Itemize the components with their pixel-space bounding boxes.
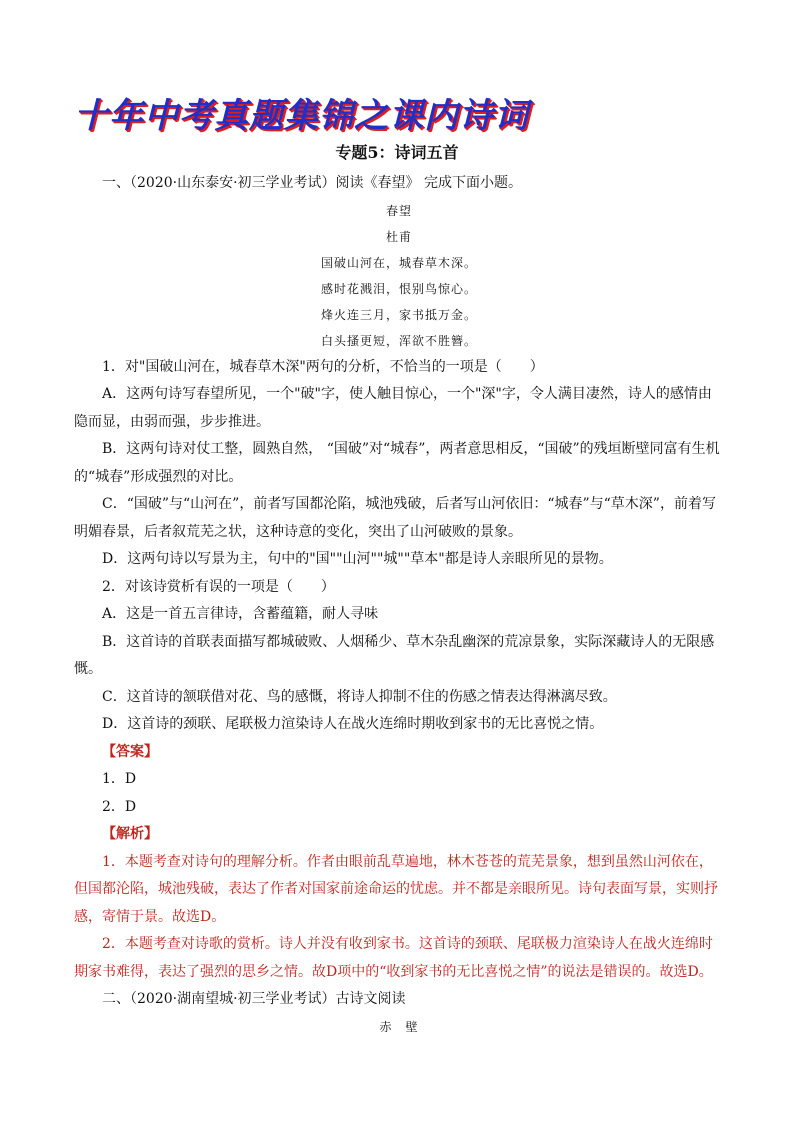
- question-1-stem: 1．对"国破山河在，城春草木深"两句的分析，不恰当的一项是（ ）: [102, 358, 544, 375]
- analysis-1: 1．本题考查对诗句的理解分析。作者由眼前乱草遍地，林木苍苍的荒芜景象，想到虽然山河依在，但国都沦陷，城池残破，表达了作者对国家前途命运的忧虑。并不都是亲眼所见。诗句表面写景，实则抒感，寄情于景。故选D。: [74, 853, 718, 925]
- question-2-option-b: B．这首诗的首联表面描写都城破败、人烟稀少、草木杂乱幽深的荒凉景象，实际深藏诗人的无限感慨。: [74, 633, 715, 677]
- question-group-1-intro: 一、（2020·山东泰安·初三学业考试）阅读《春望》 完成下面小题。: [102, 175, 522, 191]
- poem-author: 杜甫: [385, 229, 412, 244]
- poem-line: 烽火连三月，家书抵万金。: [320, 307, 477, 322]
- question-group-2-intro: 二、（2020·湖南望城·初三学业考试）古诗文阅读: [102, 991, 406, 1007]
- question-1-option-c: C．“国破”与“山河在”，前者写国都沦陷，城池残破，后者写山河依旧：“城春”与“草木深”，前着写明媚春景，后者叙荒芜之状，这种诗意的变化，突出了山河破败的景象。: [74, 496, 716, 540]
- answer-1: 1．D: [102, 771, 137, 787]
- question-1-option-a: A．这两句诗写春望所见，一个"破"字，使人触目惊心，一个"深"字，令人满目凄然，诗人的感情由隐而显，由弱而强，步步推进。: [74, 386, 712, 430]
- poem-line: 国破山河在，城春草木深。: [320, 255, 477, 270]
- answer-label: 【答案】: [102, 743, 158, 760]
- poem-title: 春望: [385, 203, 412, 218]
- poem-line: 感时花溅泪，恨别鸟惊心。: [320, 281, 477, 296]
- question-2-stem: 2．对该诗赏析有误的一项是（ ）: [102, 578, 335, 595]
- answer-2: 2．D: [102, 798, 137, 815]
- poem-2-title: 赤 壁: [379, 1019, 419, 1034]
- document-body: [74, 170, 724, 1040]
- question-2-option-c: C．这首诗的颔联借对花、鸟的感慨，将诗人抑制不住的伤感之情表达得淋漓尽致。: [102, 688, 617, 705]
- question-1-option-d: D．这两句诗以写景为主，句中的"国""山河""城""草本"都是诗人亲眼所见的景物。: [102, 551, 613, 567]
- question-1-option-b: B．这两句诗对仗工整，圆熟自然， “国破”对“城春”，两者意思相反，“国破”的残垣断壁同富有生机的“城春”形成强烈的对比。: [74, 441, 720, 485]
- banner-title: 十年中考真题集锦之课内诗词: [74, 96, 529, 136]
- analysis-2: 2．本题考查对诗歌的赏析。诗人并没有收到家书。这首诗的颈联、尾联极力渲染诗人在战火连绵时期家书难得，表达了强烈的思乡之情。故D项中的“收到家书的无比喜悦之情”的说法是错误的。故选D。: [74, 936, 713, 980]
- question-2-option-d: D．这首诗的颈联、尾联极力渲染诗人在战火连绵时期收到家书的无比喜悦之情。: [102, 716, 604, 732]
- analysis-label: 【解析】: [102, 826, 158, 842]
- poem-chunwang: [74, 198, 724, 354]
- page-subtitle: 专题5：诗词五首: [335, 143, 459, 162]
- poem-line: 白头搔更短，浑欲不胜簪。: [320, 333, 477, 348]
- question-2-option-a: A．这是一首五言律诗，含蓄蕴籍，耐人寻味: [102, 606, 379, 622]
